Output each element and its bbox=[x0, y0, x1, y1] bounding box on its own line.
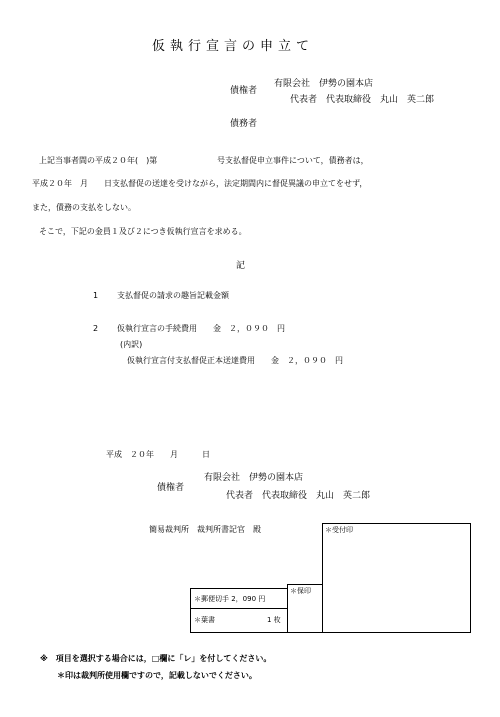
body-line-4: そこで，下記の金員１及び２につき仮執行宣言を求める。 bbox=[39, 227, 247, 236]
ki-heading: 記 bbox=[236, 261, 246, 271]
body-line-2: 平成２０年 月 日支払督促の送達を受けながら，法定期間内に督促異議の申立てをせず， bbox=[32, 179, 368, 188]
postage-box bbox=[190, 588, 288, 609]
note-1: ※ 項目を選択する場合には，□欄に「レ」を付してください。 bbox=[40, 654, 272, 663]
seal-label: ＊保印 bbox=[290, 587, 311, 595]
item-1-text: 支払督促の請求の趣旨記載金額 bbox=[117, 291, 229, 300]
receipt-stamp-box bbox=[322, 523, 471, 633]
item-2-number: 2 bbox=[93, 324, 99, 333]
creditor-representative: 代表者 代表取締役 丸山 英二郎 bbox=[290, 95, 435, 105]
debtor-label: 債務者 bbox=[230, 119, 258, 129]
breakdown-text: 仮執行宣言付支払督促正本送達費用 金 ２，０９０ 円 bbox=[127, 356, 343, 365]
body-line-3: また，債務の支払をしない。 bbox=[32, 203, 136, 212]
item-2-text: 仮執行宣言の手続費用 金 ２，０９０ 円 bbox=[117, 324, 285, 333]
bottom-creditor-label: 債権者 bbox=[157, 483, 185, 493]
note-2: ＊印は裁判所使用欄ですので，記載しないでください。 bbox=[57, 671, 257, 680]
documents-box bbox=[190, 608, 288, 633]
addressee: 簡易裁判所 裁判所書記官 殿 bbox=[149, 525, 261, 534]
breakdown-label: (内訳) bbox=[120, 340, 143, 349]
creditor-label: 債権者 bbox=[230, 86, 258, 96]
item-1-number: 1 bbox=[93, 291, 99, 300]
documents-count: 1 枚 bbox=[267, 616, 281, 624]
body-line-1b: 号支払督促申立事件について，債務者は， bbox=[217, 156, 369, 165]
documents-label: ＊葉書 bbox=[194, 616, 215, 624]
page-title: 仮執行宣言の申立て bbox=[152, 39, 315, 54]
seal-box bbox=[287, 584, 323, 633]
bottom-creditor-company: 有限会社 伊勢の園本店 bbox=[204, 473, 304, 483]
body-line-1a: 上記当事者間の平成２０年( )第 bbox=[39, 156, 158, 165]
bottom-creditor-representative: 代表者 代表取締役 丸山 英二郎 bbox=[226, 491, 371, 501]
date-line: 平成 ２０年 月 日 bbox=[106, 450, 210, 459]
postage-label: ＊郵便切手 2，090 円 bbox=[194, 595, 266, 603]
creditor-company: 有限会社 伊勢の園本店 bbox=[274, 79, 374, 89]
receipt-stamp-label: ＊受付印 bbox=[325, 526, 353, 534]
